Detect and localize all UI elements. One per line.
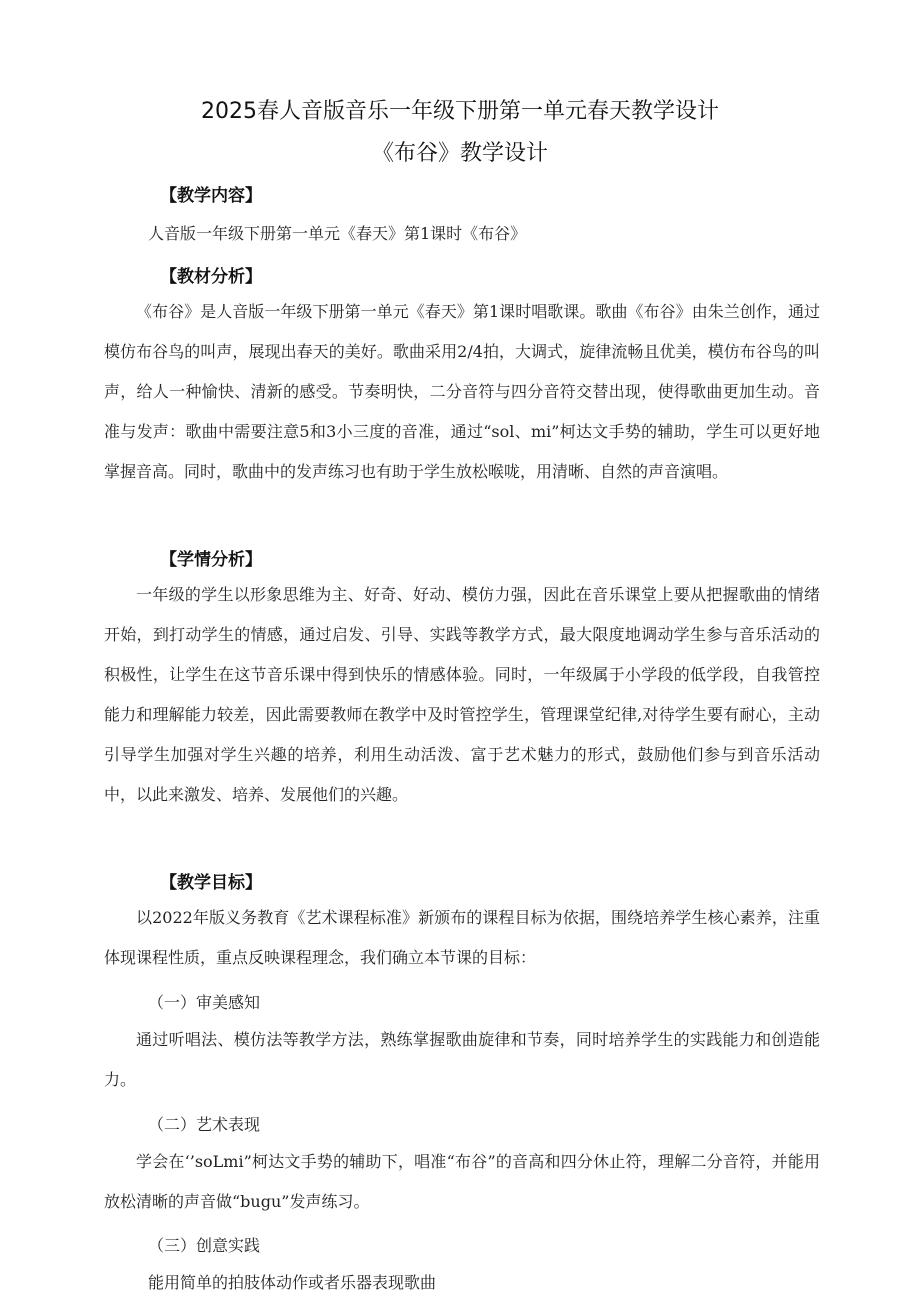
teaching-goals-intro: 以2022年版义务教育《艺术课程标准》新颁布的课程目标为依据，围绕培养学生核心素养，注重体现课程性质，重点反映课程理念，我们确立本节课的目标： <box>104 908 820 967</box>
goal-creative-practice-text: 能用简单的拍肢体动作或者乐器表现歌曲 <box>148 1273 437 1292</box>
goal-aesthetic-perception-text: 通过听唱法、模仿法等教学方法，熟练掌握歌曲旋律和节奏，同时培养学生的实践能力和创造能力。 <box>104 1030 820 1089</box>
student-analysis-paragraph: 一年级的学生以形象思维为主、好奇、好动、模仿力强，因此在音乐课堂上要从把握歌曲的情绪开始，到打动学生的情感，通过启发、引导、实践等教学方式，最大限度地调动学生参与音乐活动的积极性，让学生在这节音乐课中得到快乐的情感体验。同时，一年级属于小学段的低学段，自我管控能力和理解能力较差，因此需要教师在教学中及时管控学生，管理课堂纪律,对待学生要有耐心，主动引导学生加强对学生兴趣的培养，利用生动活泼、富于艺术魅力的形式，鼓励他们参与到音乐活动中，以此来激发、培养、发展他们的兴趣。 <box>104 585 820 804</box>
document-subtitle: 《布谷》教学设计 <box>371 141 548 166</box>
heading-teaching-goals: 【教学目标】 <box>160 873 262 893</box>
document-title: 2025春人音版音乐一年级下册第一单元春天教学设计 <box>201 99 719 124</box>
material-analysis-paragraph: 《布谷》是人音版一年级下册第一单元《春天》第1课时唱歌课。歌曲《布谷》由朱兰创作，通过模仿布谷鸟的叫声，展现出春天的美好。歌曲采用2/4拍，大调式，旋律流畅且优美，模仿布谷鸟的叫声，给人一种愉快、清新的感受。节奏明快，二分音符与四分音符交替出现，使得歌曲更加生动。音准与发声：歌曲中需要注意5和3小三度的音准，通过“sol、mi”柯达文手势的辅助，学生可以更好地掌握音高。同时，歌曲中的发声练习也有助于学生放松喉咙，用清晰、自然的声音演唱。 <box>104 302 820 481</box>
goal-creative-practice-title: （三）创意实践 <box>148 1236 261 1255</box>
goal-artistic-expression-title: （二）艺术表现 <box>148 1115 261 1134</box>
goal-artistic-expression-text: 学会在‘’soLmi”柯达文手势的辅助下，唱准“布谷”的音高和四分休止符，理解二分音符，并能用放松清晰的声音做“bugu”发声练习。 <box>104 1152 820 1211</box>
goal-aesthetic-perception-title: （一）审美感知 <box>148 993 261 1012</box>
heading-material-analysis: 【教材分析】 <box>160 267 262 287</box>
heading-teaching-content: 【教学内容】 <box>160 186 262 206</box>
heading-student-analysis: 【学情分析】 <box>160 550 262 570</box>
teaching-content-text: 人音版一年级下册第一单元《春天》第1课时《布谷》 <box>148 224 527 243</box>
